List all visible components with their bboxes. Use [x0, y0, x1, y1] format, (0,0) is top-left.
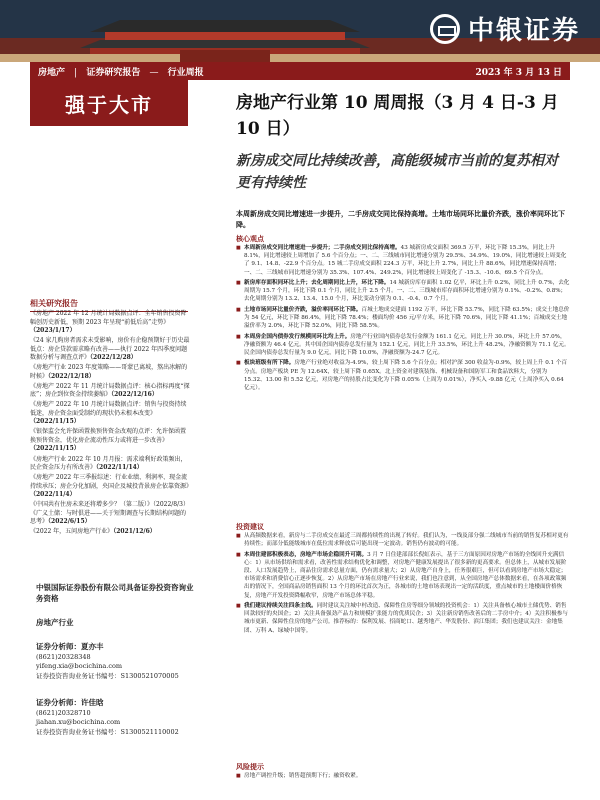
analyst-card — [36, 698, 196, 737]
core-view-item: ■ 新房库存面积同环比上升；去化周期同比上升，环比下降。14 城新房库存面积 1.02 亿平，环比上升 0.2%，同比上升 0.7%，去化周期为 15.7 个月，环比下降 0.1 个月，同比上升 2.5 个月。一、二、三线城市库存面积环比增速分别为 0.1%、-0.2%、0.8%；去化周期分别为 13.2、13.4、15.0 个月，环比变动分别为 0.1、-0.4、0.7 个月。 — [236, 279, 570, 304]
analyst-card — [36, 642, 196, 681]
related-report-item[interactable]: 《房地产 2022 年 12 月统计局数据点评：全年销售投资降幅创历史新低，预期 2023 年呈现“前低后高”走势》（2023/1/17） — [30, 310, 187, 334]
rating-badge: 强于大市 — [30, 80, 188, 126]
analyst-name: 证券分析师：夏亦丰 — [36, 642, 104, 651]
risk-warning-list — [236, 772, 570, 782]
core-view-item: ■ 土地市场同环比量价齐跌，溢价率同环比下降。百城土地成交建面 1192 万平，环比下降 53.7%，同比下降 63.5%；成交土地总价为 54 亿元，环比下降 86.4%，同比下降 78.4%；楼面均价 456 元/平方米，环比下降 70.6%，同比下降 41.1%；百城成交土地溢价率为 2.0%，环比下降 52.0%，同比下降 58.5%。 — [236, 306, 570, 331]
related-report-item[interactable]: 《房地产 2022 年三季报综述：行业业绩、利润率、现金流持续承压；房企分化加剧，央国企及城投背景房企依靠资源》（2022/11/4） — [30, 474, 193, 499]
analyst-phone: (8621)20328710 — [36, 708, 91, 717]
report-header-strip — [30, 62, 570, 80]
org-name: 中银国际证券股份有限公司具备证券投资咨询业务资格 — [36, 583, 194, 603]
core-view-item: ■ 本周房企国内债券发行规模同环比均上升。房地产行业国内债券总发行金额为 161.1 亿元，同比上升 30.0%，环比上升 57.0%，净融资额为 46.4 亿元。其中国企国内债券总发行量为 152.1 亿元，同比上升 33.5%，环比上升 48.2%，净融资额为 71.1 亿元。民企国内债券总发行量为 9.0 亿元，同比下降 10.0%，净融资额为-24.7 亿元。 — [236, 333, 570, 358]
core-views-label: 核心观点 — [236, 234, 264, 243]
report-subtitle: 新房成交同比持续改善，高能级城市当前的复苏相对更有持续性 — [236, 153, 558, 191]
report-category-group: 房地产 | 证券研究报告 — 行业周报 — [38, 67, 204, 78]
header-banner — [0, 0, 600, 62]
report-summary: 本周新房成交同比增速进一步提升，二手房成交同比保持高增。土地市场同环比量价齐跌，涨价率同环比下降。 — [236, 209, 565, 229]
boc-logo-icon — [430, 14, 460, 44]
analyst-email[interactable]: yifeng.xia@bocichina.com — [36, 662, 123, 670]
related-report-item[interactable]: 《房地产行业 2023 年度策略——哥蒙已离坡，熬出冰解的时候》（2022/12/18） — [30, 364, 188, 380]
related-report-item[interactable]: 《房地产 2022 年 10 月统计局数据点评：销售与投资持续低迷，房企资金面受制约的现状仍未根本改变》（2022/11/15） — [30, 401, 187, 426]
investment-advice-item: ■ 我们建议持续关注四条主线。同时建议关注城中村改造、保障性住房等细分领域的投资机会：1）关注具备核心城市土储优势、销售回款较好的央国企；2）关注具备强劲产品力和规模扩张能力的优质民企；3）关注新房销售改善后的二手房中介；4）关注积极参与城市更新、保障性住房的地产公司。推荐标的：保利发展、招商蛇口、越秀地产、华发股份、滨江集团；我们也建议关注：金地集团、万科 A、绿城中国等。 — [236, 602, 570, 635]
analyst-license: 证券投资咨询业务证书编号：S1300521070005 — [36, 671, 179, 680]
brand-logo — [430, 10, 580, 47]
related-report-item[interactable]: 《房地产 2022 年 11 月统计局数据点评：核心指标再度“探底”；房企到位资金持续萎缩》（2022/12/16） — [30, 382, 190, 399]
report-category: 房地产 — [38, 67, 66, 78]
core-view-item: ■ 本周新房成交同比增速进一步提升；二手房成交同比保持高增。43 城新房成交面积 369.5 万平，环比下降 15.3%，同比上升 8.1%，同比增速较上周增加了 5.6 个百分点；一、二、三线城市同比增速分别为 29.5%、34.9%、19.0%，同比增速较上周变化了 9.1、14.8、-22.9 个百分点。15 城二手房成交面积 224.3 万平，环比上升 2.7%，同比上升 88.6%，同比增速保持高增；一、二、三线城市同比增速分别为 35.3%、107.4%、249.2%，同比增速较上周变化了 -15.3、-10.6、69.5 个百分点。 — [236, 244, 570, 277]
related-report-item[interactable]: 《中国共有住房未来还将增多少？（第二版）》（2022/8/3）《广义土储：与时俱进——关于短期调查与长期结构问题的思考》（2022/6/15） — [30, 501, 189, 526]
analyst-name: 证券分析师：许佳晗 — [36, 698, 104, 707]
report-title: 房地产行业第 10 周周报（3 月 4 日-3 月 10 日） — [236, 93, 559, 139]
related-reports-title: 相关研究报告 — [30, 298, 188, 312]
investment-advice-item: ■ 从高频数据来看，新房与二手房成交在最近三周都持续性的出现了转好。我们认为，一线及部分强二线城市当前的销售复苏相对更有持续性；而部分低能级城市在低位需求释放后可能出现一定波动。销售仍有波动的可能。 — [236, 532, 570, 548]
related-report-item[interactable]: 《24 家几购房者需求未受影响，房价有企稳预期好于历史最低点：房企贷款需求略有改善——执行 2022 年四季度问题数据分析与调查点评》（2022/12/28） — [30, 337, 190, 362]
investment-advice-item: ■ 本周住建部积极表态，房地产市场企稳回升可期。3 月 7 日住建部部长倪虹表示，基于三方面原因对房地产市场的全线回升充满信心：1）从市场供给和需求看，改善性需求结构优化和调整，对房地产健康发展提出了很多新的更高要求。但总体上，从城市发展阶段、人口发展趋势上，商品住房需求总量方面，仍有需求量大；2）从房地产自身上，任务很艰巨，但可以看到房地产市场大稳定；市场需求和消费信心正逐步恢复。2）从房地产市场在房地产行业来说，我们也注意到，从全国房地产总体数据来看，在各项政策频出的情况下，全国商品房销售面积 13 个月的环比首次为正，各城市的土地市场表现出一定的活跃度，重点城市的土地楼面价格恢复，房地产开发投资降幅收窄，房地产市场总体平稳。 — [236, 551, 570, 600]
analyst-phone: (8621)20328348 — [36, 652, 91, 661]
analyst-email[interactable]: jiahan.xu@bocichina.com — [36, 718, 121, 726]
report-subtype: 行业周报 — [167, 67, 204, 78]
core-views-list — [236, 244, 570, 394]
investment-advice-list — [236, 532, 570, 637]
core-view-item: ■ 板块班级有所下降。房地产行业绝对收益为-4.9%，较上周下降 5.6 个百分点；相对沪深 300 收益为-0.9%，较上周上升 0.1 个百分点。房地产板块 PE 为 12.64X，较上周下降 0.65X。北上资金对建筑装饰、机械设备和国防军工和食品饮料大，分别为 15.32、13.00 和 5.52 亿元，对房地产的持股占比变化为下降 0.05%（上周为 0.01%），净买入 -9.88 亿元（上周净买入 0.64 亿元）。 — [236, 359, 570, 392]
investment-advice-label: 投资建议 — [236, 522, 264, 531]
brand-name: 中银证券 — [467, 16, 580, 46]
related-report-item[interactable]: 《房地产行业 2022 年 10 月月报：需求端利好政策频出，民企资金压力有所改善》（2022/11/14） — [30, 455, 187, 472]
related-report-item[interactable]: 《2022 年，五问房地产行业》（2021/12/6） — [30, 528, 156, 536]
department: 房地产行业 — [36, 618, 74, 627]
risk-warning-item: ■ 房地产调控升级；销售超预期下行；融资收紧。 — [236, 772, 570, 780]
related-report-item[interactable]: 《银保监会允许保函置换预售资金改观的点评：允许保函置换预售资金，优化房企流动性压力或将进一步改善》（2022/11/15） — [30, 428, 187, 453]
analyst-license: 证券投资咨询业务证书编号：S1300521110002 — [36, 727, 179, 736]
report-date: 2023 年 3 月 13 日 — [475, 67, 562, 78]
risk-warning-label: 风险提示 — [236, 762, 264, 771]
related-reports-list — [30, 310, 193, 538]
report-type: 证券研究报告 — [86, 67, 141, 78]
